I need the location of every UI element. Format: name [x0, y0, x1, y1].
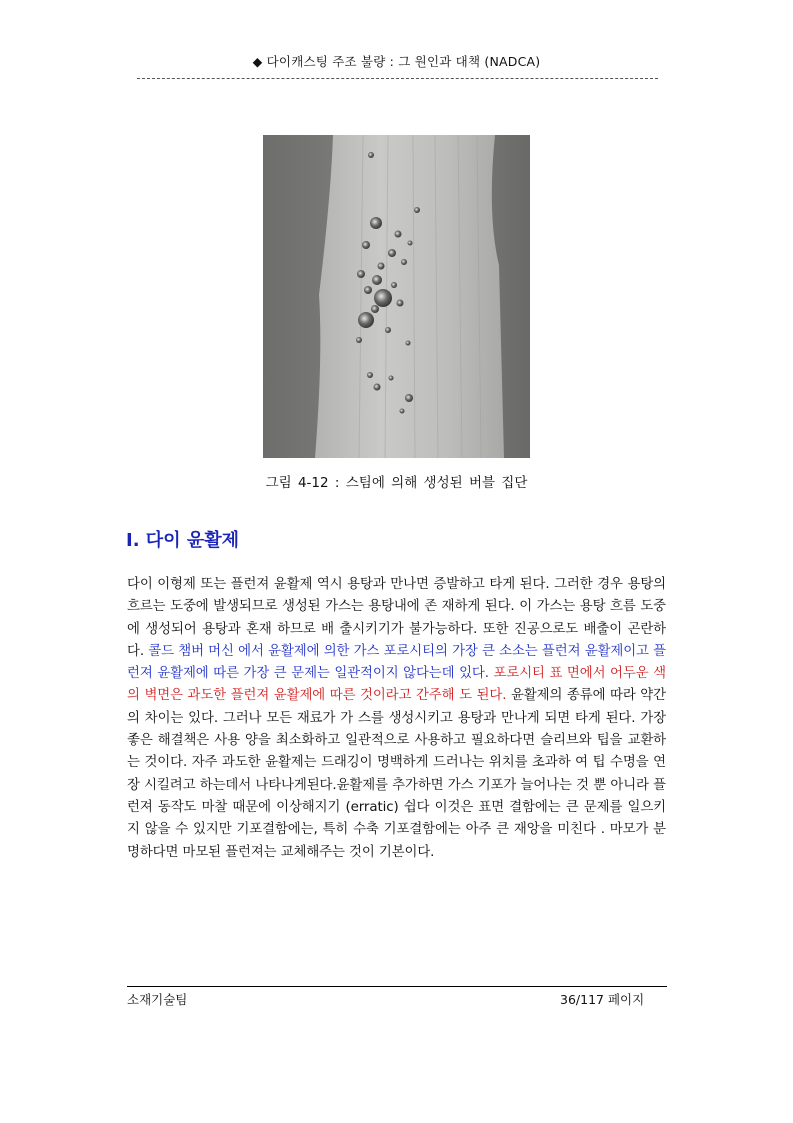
figure-caption: 그림 4-12 : 스팀에 의해 생성된 버블 집단	[265, 475, 528, 491]
footer-team: 소재기술팀	[127, 992, 188, 1007]
header-divider	[137, 78, 658, 79]
section-heading: I. 다이 윤활제	[126, 530, 240, 551]
body-text-plain: 다이 이형제 또는 플런져 윤활제 역시 용탕과 만나면 증발하고 타게 된다. 그러한 경우 용탕의 흐르는 도중에 발생되므로 생성된 가스는 용탕내에 존 재하게 된다. 이 가스는 용탕 흐름 도중에 생성되어 용탕과 혼재 하므로 배 출시키기가 불가능하다. 또한 진공으로도 배출이 곤란하다.	[127, 577, 666, 659]
body-text-plain-end: 윤활제의 종류에 따라 약간의 차이는 있다. 그러나 모든 재료가 가 스를 생성시키고 용탕과 만나게 되면 타게 된다. 가장 좋은 해결책은 사용 양을 최소화하고 일관적으로 사용하고 필요하다면 슬리브와 팁을 교환하는 것이다. 자주 과도한 윤활제는 드래깅이 명백하게 드러나는 위치를 초과하 여 팁 수명을 연장 시킬려고 하는데서 나타나게된다.윤활제를 추가하면 가스 기포가 늘어나는 것 뿐 아니라 플런져 동작도 마찰 때문에 이상해지기 (erratic) 쉽다 이것은 표면 결함에는 큰 문제를 일으키지 않을 수 있지만 기포결함에는, 특히 수축 기포결함에는 아주 큰 재앙을 미친다 . 마모가 분 명하다면 마모된 플런져는 교체해주는 것이 기본이다.	[127, 688, 666, 860]
metal-strip	[315, 135, 504, 458]
footer-page-number: 36/117 페이지	[560, 992, 645, 1007]
figure-photo	[263, 135, 530, 458]
footer-divider	[127, 986, 667, 987]
body-text-red: 포로시티 표 면에서 어두운 색의 벽면은 과도한 플런져 윤활제에 따른 것이라고 간주해 도 된다.	[127, 666, 666, 704]
body-paragraph	[127, 574, 666, 864]
header-bullet: ◆	[252, 54, 263, 69]
header-title: 다이캐스팅 주조 불량 : 그 원인과 대책 (NADCA)	[266, 54, 541, 69]
body-text-blue: 콜드 챔버 머신 에서 윤활제에 의한 가스 포로시티의 가장 큰 소소는 플런져 윤활제이고 플 런져 윤활제에 따른 가장 큰 문제는 일관적이지 않다는데 있다.	[127, 643, 666, 682]
page-header	[0, 52, 793, 70]
